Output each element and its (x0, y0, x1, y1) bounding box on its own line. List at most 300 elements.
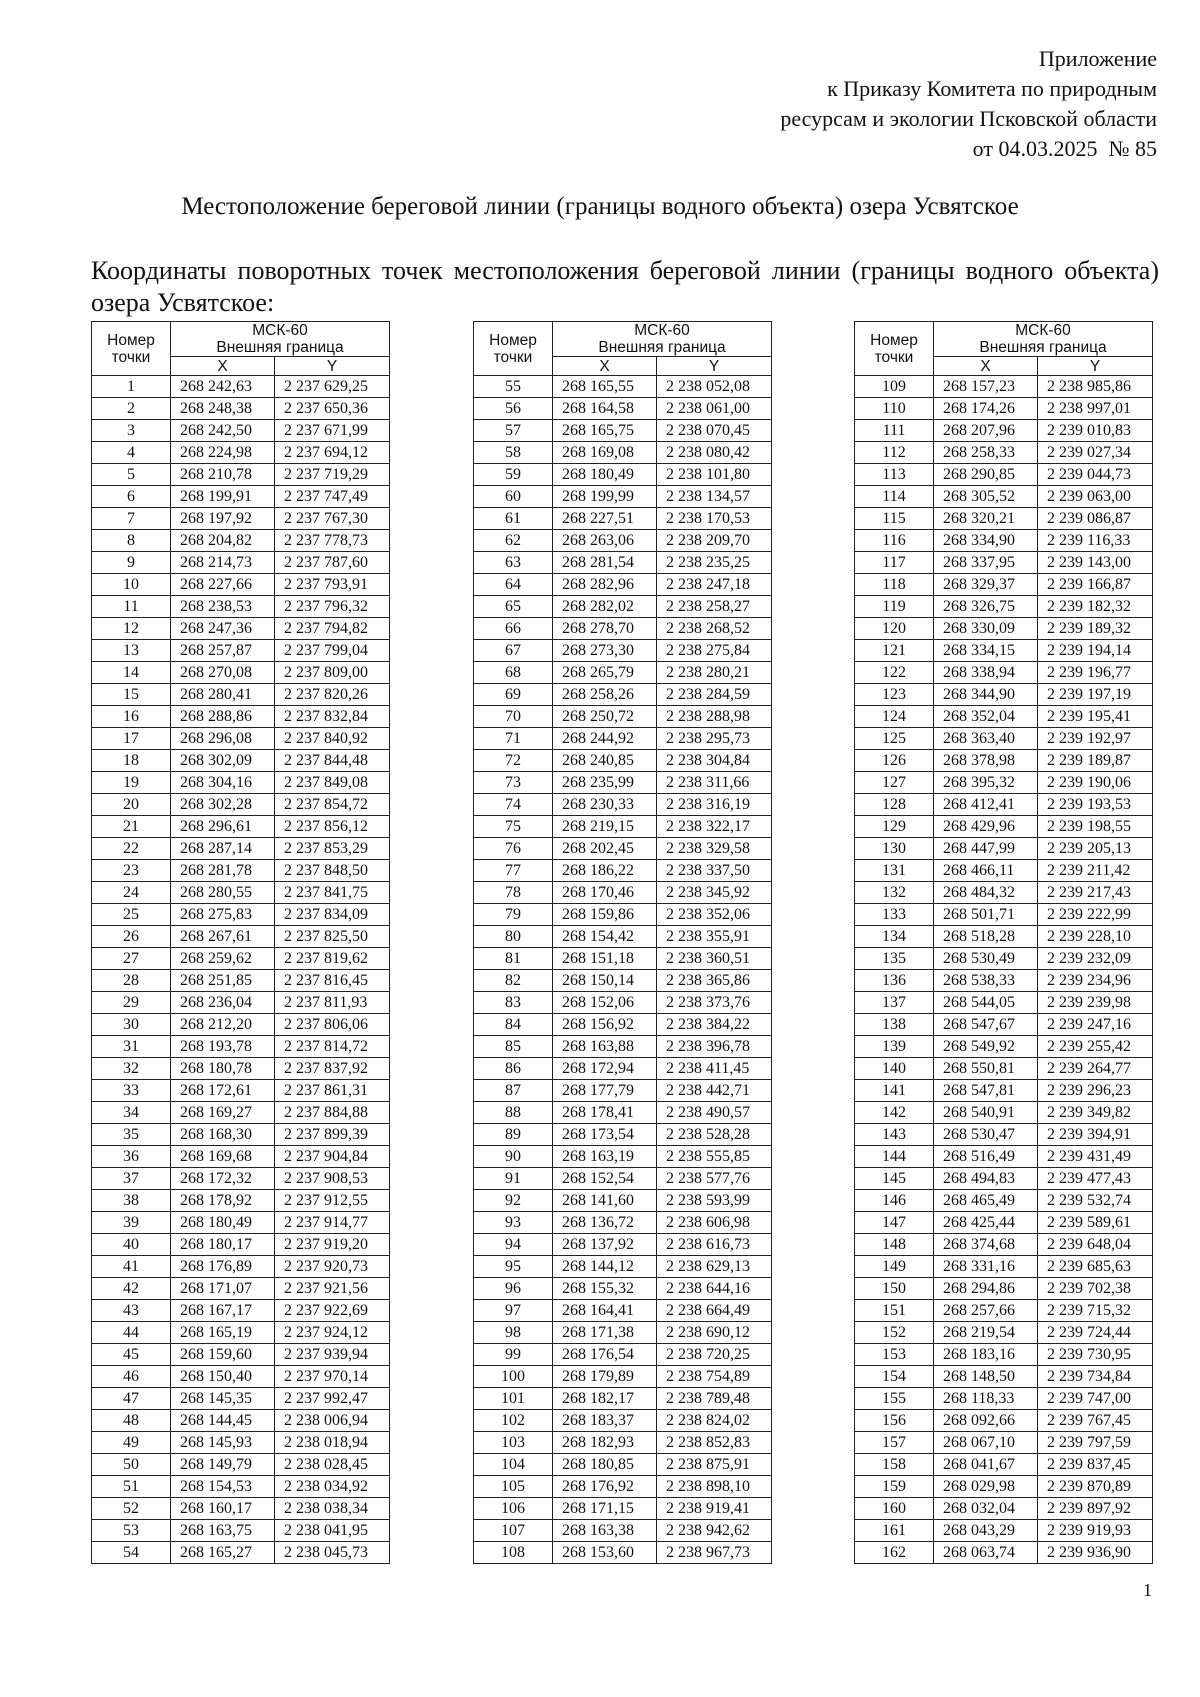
point-number-cell: 80 (474, 926, 553, 948)
point-number-cell: 93 (474, 1212, 553, 1234)
point-number-header (855, 322, 934, 376)
x-coordinate-cell: 268 242,63 (171, 376, 275, 398)
point-number-cell: 95 (474, 1256, 553, 1278)
point-number-cell: 75 (474, 816, 553, 838)
table-row (92, 596, 390, 618)
x-coordinate-cell: 268 199,99 (553, 486, 657, 508)
table-row (92, 1014, 390, 1036)
x-coordinate-cell: 268 176,89 (171, 1256, 275, 1278)
point-number-cell: 23 (92, 860, 171, 882)
x-coordinate-cell: 268 258,26 (553, 684, 657, 706)
x-coordinate-cell: 268 235,99 (553, 772, 657, 794)
y-coordinate-cell: 2 238 875,91 (657, 1454, 772, 1476)
table-row (855, 552, 1153, 574)
y-coordinate-cell: 2 239 189,32 (1038, 618, 1153, 640)
x-coordinate-cell: 268 258,33 (934, 442, 1038, 464)
x-coordinate-cell: 268 544,05 (934, 992, 1038, 1014)
table-row (92, 1036, 390, 1058)
point-number-cell: 142 (855, 1102, 934, 1124)
table-row (92, 1344, 390, 1366)
y-coordinate-cell: 2 239 936,90 (1038, 1542, 1153, 1564)
point-number-cell: 128 (855, 794, 934, 816)
table-row (92, 530, 390, 552)
y-coordinate-cell: 2 238 337,50 (657, 860, 772, 882)
x-coordinate-cell: 268 282,96 (553, 574, 657, 596)
y-coordinate-cell: 2 238 070,45 (657, 420, 772, 442)
table-row (474, 1322, 772, 1344)
x-coordinate-cell: 268 183,37 (553, 1410, 657, 1432)
x-coordinate-cell: 268 530,49 (934, 948, 1038, 970)
table-row (92, 1080, 390, 1102)
table-row (855, 1520, 1153, 1542)
y-coordinate-cell: 2 239 232,09 (1038, 948, 1153, 970)
y-coordinate-cell: 2 239 190,06 (1038, 772, 1153, 794)
table-row (92, 1454, 390, 1476)
x-column-header: X (934, 357, 1038, 376)
y-coordinate-cell: 2 238 606,98 (657, 1212, 772, 1234)
table-row (855, 1542, 1153, 1564)
intro-paragraph: Координаты поворотных точек местоположения береговой линии (границы водного объекта) озера Усвятское: (91, 256, 1159, 317)
table-row (855, 684, 1153, 706)
x-coordinate-cell: 268 169,27 (171, 1102, 275, 1124)
point-number-cell: 113 (855, 464, 934, 486)
point-number-cell: 103 (474, 1432, 553, 1454)
x-coordinate-cell: 268 171,38 (553, 1322, 657, 1344)
y-coordinate-cell: 2 237 920,73 (275, 1256, 390, 1278)
y-coordinate-cell: 2 239 431,49 (1038, 1146, 1153, 1168)
point-number-cell: 92 (474, 1190, 553, 1212)
y-coordinate-cell: 2 239 116,33 (1038, 530, 1153, 552)
x-coordinate-cell: 268 518,28 (934, 926, 1038, 948)
x-coordinate-cell: 268 172,61 (171, 1080, 275, 1102)
table-row (855, 1190, 1153, 1212)
x-coordinate-cell: 268 259,62 (171, 948, 275, 970)
x-coordinate-cell: 268 204,82 (171, 530, 275, 552)
y-coordinate-cell: 2 238 006,94 (275, 1410, 390, 1432)
appendix-line: от 04.03.2025 № 85 (972, 136, 1157, 161)
table-row (474, 1278, 772, 1300)
x-coordinate-cell: 268 149,79 (171, 1454, 275, 1476)
table-row (855, 1344, 1153, 1366)
point-number-cell: 50 (92, 1454, 171, 1476)
x-coordinate-cell: 268 257,66 (934, 1300, 1038, 1322)
point-number-cell: 21 (92, 816, 171, 838)
x-coordinate-cell: 268 550,81 (934, 1058, 1038, 1080)
y-coordinate-cell: 2 238 311,66 (657, 772, 772, 794)
point-number-cell: 27 (92, 948, 171, 970)
point-number-cell: 88 (474, 1102, 553, 1124)
table-row (855, 728, 1153, 750)
y-coordinate-cell: 2 237 922,69 (275, 1300, 390, 1322)
coordinate-system-label: МСК-60 (634, 322, 690, 339)
x-coordinate-cell: 268 494,83 (934, 1168, 1038, 1190)
table-row (92, 1278, 390, 1300)
x-coordinate-cell: 268 183,16 (934, 1344, 1038, 1366)
table-row (474, 1014, 772, 1036)
point-number-cell: 140 (855, 1058, 934, 1080)
document-title: Местоположение береговой линии (границы водного объекта) озера Усвятское (181, 193, 1019, 220)
x-coordinate-cell: 268 136,72 (553, 1212, 657, 1234)
table-row (474, 552, 772, 574)
point-number-cell: 58 (474, 442, 553, 464)
x-coordinate-cell: 268 197,92 (171, 508, 275, 530)
y-coordinate-cell: 2 239 589,61 (1038, 1212, 1153, 1234)
x-coordinate-cell: 268 538,33 (934, 970, 1038, 992)
x-coordinate-cell: 268 296,08 (171, 728, 275, 750)
appendix-header (780, 44, 1157, 164)
x-coordinate-cell: 268 043,29 (934, 1520, 1038, 1542)
table-row (92, 926, 390, 948)
table-row (92, 1058, 390, 1080)
x-coordinate-cell: 268 178,41 (553, 1102, 657, 1124)
point-number-cell: 51 (92, 1476, 171, 1498)
x-coordinate-cell: 268 263,06 (553, 530, 657, 552)
table-row (474, 508, 772, 530)
boundary-label: Внешняя граница (598, 339, 726, 356)
table-row (474, 794, 772, 816)
point-number-cell: 111 (855, 420, 934, 442)
y-coordinate-cell: 2 238 528,28 (657, 1124, 772, 1146)
coordinates-table (473, 321, 772, 1564)
x-coordinate-cell: 268 238,53 (171, 596, 275, 618)
point-number-cell: 146 (855, 1190, 934, 1212)
appendix-line: к Приказу Комитета по природным (827, 76, 1157, 101)
table-row (855, 1212, 1153, 1234)
table-row (92, 1190, 390, 1212)
x-coordinate-cell: 268 041,67 (934, 1454, 1038, 1476)
point-number-cell: 46 (92, 1366, 171, 1388)
table-row (855, 1058, 1153, 1080)
point-number-cell: 3 (92, 420, 171, 442)
x-coordinate-cell: 268 395,32 (934, 772, 1038, 794)
point-number-cell: 125 (855, 728, 934, 750)
point-number-cell: 150 (855, 1278, 934, 1300)
table-row (92, 552, 390, 574)
y-coordinate-cell: 2 238 080,42 (657, 442, 772, 464)
x-coordinate-cell: 268 296,61 (171, 816, 275, 838)
point-number-cell: 29 (92, 992, 171, 1014)
table-row (855, 1366, 1153, 1388)
y-coordinate-cell: 2 238 593,99 (657, 1190, 772, 1212)
point-number-cell: 61 (474, 508, 553, 530)
table-row (474, 1432, 772, 1454)
y-coordinate-cell: 2 238 664,49 (657, 1300, 772, 1322)
point-number-cell: 81 (474, 948, 553, 970)
point-number-cell: 78 (474, 882, 553, 904)
table-row (92, 1410, 390, 1432)
x-coordinate-cell: 268 151,18 (553, 948, 657, 970)
x-coordinate-cell: 268 305,52 (934, 486, 1038, 508)
table-row (474, 486, 772, 508)
y-coordinate-cell: 2 238 329,58 (657, 838, 772, 860)
x-coordinate-cell: 268 334,90 (934, 530, 1038, 552)
x-coordinate-cell: 268 172,94 (553, 1058, 657, 1080)
point-number-cell: 28 (92, 970, 171, 992)
system-header (553, 322, 772, 357)
x-coordinate-cell: 268 374,68 (934, 1234, 1038, 1256)
y-coordinate-cell: 2 238 061,00 (657, 398, 772, 420)
point-number-cell: 145 (855, 1168, 934, 1190)
table-row (474, 1300, 772, 1322)
table-row (474, 596, 772, 618)
point-number-cell: 138 (855, 1014, 934, 1036)
x-coordinate-cell: 268 164,41 (553, 1300, 657, 1322)
point-number-cell: 66 (474, 618, 553, 640)
point-header-line: Номер (107, 331, 155, 349)
x-coordinate-cell: 268 163,19 (553, 1146, 657, 1168)
y-coordinate-cell: 2 239 394,91 (1038, 1124, 1153, 1146)
y-coordinate-cell: 2 238 384,22 (657, 1014, 772, 1036)
coordinates-table (91, 321, 390, 1564)
y-coordinate-cell: 2 237 671,99 (275, 420, 390, 442)
table-row (92, 640, 390, 662)
point-number-cell: 122 (855, 662, 934, 684)
x-coordinate-cell: 268 145,93 (171, 1432, 275, 1454)
point-number-cell: 24 (92, 882, 171, 904)
y-coordinate-cell: 2 239 870,89 (1038, 1476, 1153, 1498)
y-coordinate-cell: 2 239 027,34 (1038, 442, 1153, 464)
y-coordinate-cell: 2 238 322,17 (657, 816, 772, 838)
point-number-cell: 155 (855, 1388, 934, 1410)
point-number-cell: 22 (92, 838, 171, 860)
point-number-cell: 2 (92, 398, 171, 420)
table-row (855, 1256, 1153, 1278)
y-coordinate-cell: 2 237 853,29 (275, 838, 390, 860)
point-number-cell: 35 (92, 1124, 171, 1146)
y-coordinate-cell: 2 237 629,25 (275, 376, 390, 398)
x-coordinate-cell: 268 447,99 (934, 838, 1038, 860)
y-coordinate-cell: 2 238 898,10 (657, 1476, 772, 1498)
point-header-line: точки (493, 348, 533, 366)
table-row (474, 1388, 772, 1410)
x-coordinate-cell: 268 288,86 (171, 706, 275, 728)
y-coordinate-cell: 2 238 352,06 (657, 904, 772, 926)
y-coordinate-cell: 2 237 719,29 (275, 464, 390, 486)
point-number-cell: 53 (92, 1520, 171, 1542)
x-coordinate-cell: 268 202,45 (553, 838, 657, 860)
point-number-cell: 41 (92, 1256, 171, 1278)
point-number-cell: 45 (92, 1344, 171, 1366)
point-number-cell: 104 (474, 1454, 553, 1476)
point-number-cell: 90 (474, 1146, 553, 1168)
y-coordinate-cell: 2 239 730,95 (1038, 1344, 1153, 1366)
x-coordinate-cell: 268 141,60 (553, 1190, 657, 1212)
point-number-cell: 77 (474, 860, 553, 882)
x-coordinate-cell: 268 281,78 (171, 860, 275, 882)
point-number-cell: 112 (855, 442, 934, 464)
x-coordinate-cell: 268 501,71 (934, 904, 1038, 926)
point-number-cell: 71 (474, 728, 553, 750)
point-number-cell: 106 (474, 1498, 553, 1520)
x-coordinate-cell: 268 180,17 (171, 1234, 275, 1256)
point-number-cell: 121 (855, 640, 934, 662)
x-coordinate-cell: 268 282,02 (553, 596, 657, 618)
point-number-cell: 129 (855, 816, 934, 838)
y-coordinate-cell: 2 238 690,12 (657, 1322, 772, 1344)
point-number-cell: 132 (855, 882, 934, 904)
point-number-cell: 73 (474, 772, 553, 794)
appendix-line: Приложение (1038, 46, 1157, 71)
point-number-cell: 139 (855, 1036, 934, 1058)
y-coordinate-cell: 2 239 086,87 (1038, 508, 1153, 530)
x-coordinate-cell: 268 164,58 (553, 398, 657, 420)
point-number-cell: 19 (92, 772, 171, 794)
point-number-cell: 40 (92, 1234, 171, 1256)
point-number-cell: 74 (474, 794, 553, 816)
x-coordinate-cell: 268 032,04 (934, 1498, 1038, 1520)
coordinate-system-label: МСК-60 (1015, 322, 1071, 339)
point-number-cell: 134 (855, 926, 934, 948)
y-coordinate-cell: 2 239 734,84 (1038, 1366, 1153, 1388)
point-number-cell: 133 (855, 904, 934, 926)
table-row (855, 948, 1153, 970)
x-coordinate-cell: 268 144,45 (171, 1410, 275, 1432)
table-row (92, 816, 390, 838)
table-row (92, 684, 390, 706)
y-coordinate-cell: 2 237 825,50 (275, 926, 390, 948)
point-number-cell: 131 (855, 860, 934, 882)
table-row (855, 442, 1153, 464)
y-coordinate-cell: 2 239 194,14 (1038, 640, 1153, 662)
x-coordinate-cell: 268 273,30 (553, 640, 657, 662)
point-number-cell: 82 (474, 970, 553, 992)
point-number-cell: 69 (474, 684, 553, 706)
y-coordinate-cell: 2 239 255,42 (1038, 1036, 1153, 1058)
point-number-cell: 136 (855, 970, 934, 992)
x-coordinate-cell: 268 466,11 (934, 860, 1038, 882)
x-coordinate-cell: 268 329,37 (934, 574, 1038, 596)
x-coordinate-cell: 268 156,92 (553, 1014, 657, 1036)
x-coordinate-cell: 268 244,92 (553, 728, 657, 750)
point-number-cell: 16 (92, 706, 171, 728)
table-row (92, 1102, 390, 1124)
table-row (474, 574, 772, 596)
x-coordinate-cell: 268 155,32 (553, 1278, 657, 1300)
point-number-cell: 108 (474, 1542, 553, 1564)
point-number-cell: 160 (855, 1498, 934, 1520)
point-number-cell: 101 (474, 1388, 553, 1410)
x-coordinate-cell: 268 250,72 (553, 706, 657, 728)
table-row (474, 1366, 772, 1388)
y-coordinate-cell: 2 239 044,73 (1038, 464, 1153, 486)
x-coordinate-cell: 268 248,38 (171, 398, 275, 420)
y-coordinate-cell: 2 237 884,88 (275, 1102, 390, 1124)
y-coordinate-cell: 2 239 196,77 (1038, 662, 1153, 684)
y-coordinate-cell: 2 239 264,77 (1038, 1058, 1153, 1080)
x-coordinate-cell: 268 210,78 (171, 464, 275, 486)
point-number-cell: 87 (474, 1080, 553, 1102)
y-column-header: Y (1038, 357, 1153, 376)
y-coordinate-cell: 2 238 942,62 (657, 1520, 772, 1542)
table-row (92, 376, 390, 398)
table-row (855, 882, 1153, 904)
point-number-cell: 100 (474, 1366, 553, 1388)
table-row (474, 1344, 772, 1366)
point-number-cell: 63 (474, 552, 553, 574)
table-row (474, 1102, 772, 1124)
y-coordinate-cell: 2 238 967,73 (657, 1542, 772, 1564)
table-row (855, 860, 1153, 882)
point-number-cell: 159 (855, 1476, 934, 1498)
x-coordinate-cell: 268 302,28 (171, 794, 275, 816)
point-number-cell: 4 (92, 442, 171, 464)
table-row (855, 1388, 1153, 1410)
y-coordinate-cell: 2 239 767,45 (1038, 1410, 1153, 1432)
y-coordinate-cell: 2 237 841,75 (275, 882, 390, 904)
table-row (92, 398, 390, 420)
y-coordinate-cell: 2 238 789,48 (657, 1388, 772, 1410)
table-row (474, 1058, 772, 1080)
x-coordinate-cell: 268 180,49 (553, 464, 657, 486)
y-coordinate-cell: 2 237 899,39 (275, 1124, 390, 1146)
y-coordinate-cell: 2 239 189,87 (1038, 750, 1153, 772)
y-coordinate-cell: 2 237 970,14 (275, 1366, 390, 1388)
y-coordinate-cell: 2 237 794,82 (275, 618, 390, 640)
x-coordinate-cell: 268 302,09 (171, 750, 275, 772)
table-row (92, 904, 390, 926)
y-coordinate-cell: 2 238 209,70 (657, 530, 772, 552)
point-number-cell: 70 (474, 706, 553, 728)
table-row (855, 662, 1153, 684)
y-coordinate-cell: 2 238 824,02 (657, 1410, 772, 1432)
x-coordinate-cell: 268 294,86 (934, 1278, 1038, 1300)
y-coordinate-cell: 2 239 724,44 (1038, 1322, 1153, 1344)
y-coordinate-cell: 2 238 247,18 (657, 574, 772, 596)
x-coordinate-cell: 268 180,85 (553, 1454, 657, 1476)
x-coordinate-cell: 268 378,98 (934, 750, 1038, 772)
y-coordinate-cell: 2 239 747,00 (1038, 1388, 1153, 1410)
x-coordinate-cell: 268 334,15 (934, 640, 1038, 662)
table-row (92, 992, 390, 1014)
x-coordinate-cell: 268 173,54 (553, 1124, 657, 1146)
point-number-cell: 59 (474, 464, 553, 486)
table-row (855, 816, 1153, 838)
table-row (474, 750, 772, 772)
point-number-cell: 85 (474, 1036, 553, 1058)
x-coordinate-cell: 268 092,66 (934, 1410, 1038, 1432)
y-coordinate-cell: 2 238 644,16 (657, 1278, 772, 1300)
x-coordinate-cell: 268 257,87 (171, 640, 275, 662)
y-coordinate-cell: 2 238 355,91 (657, 926, 772, 948)
x-coordinate-cell: 268 165,19 (171, 1322, 275, 1344)
point-number-cell: 68 (474, 662, 553, 684)
point-number-cell: 144 (855, 1146, 934, 1168)
x-coordinate-cell: 268 352,04 (934, 706, 1038, 728)
y-coordinate-cell: 2 238 268,52 (657, 618, 772, 640)
point-number-cell: 11 (92, 596, 171, 618)
table-row (855, 420, 1153, 442)
point-number-cell: 154 (855, 1366, 934, 1388)
point-number-cell: 117 (855, 552, 934, 574)
y-coordinate-cell: 2 237 694,12 (275, 442, 390, 464)
point-number-cell: 118 (855, 574, 934, 596)
x-coordinate-cell: 268 167,17 (171, 1300, 275, 1322)
y-coordinate-cell: 2 238 629,13 (657, 1256, 772, 1278)
x-coordinate-cell: 268 227,66 (171, 574, 275, 596)
y-coordinate-cell: 2 238 034,92 (275, 1476, 390, 1498)
point-number-header (474, 322, 553, 376)
table-row (474, 706, 772, 728)
y-coordinate-cell: 2 239 228,10 (1038, 926, 1153, 948)
x-coordinate-cell: 268 363,40 (934, 728, 1038, 750)
table-row (92, 1432, 390, 1454)
x-coordinate-cell: 268 320,21 (934, 508, 1038, 530)
system-header (934, 322, 1153, 357)
y-coordinate-cell: 2 237 849,08 (275, 772, 390, 794)
table-row (474, 1410, 772, 1432)
x-coordinate-cell: 268 177,79 (553, 1080, 657, 1102)
table-row (92, 794, 390, 816)
